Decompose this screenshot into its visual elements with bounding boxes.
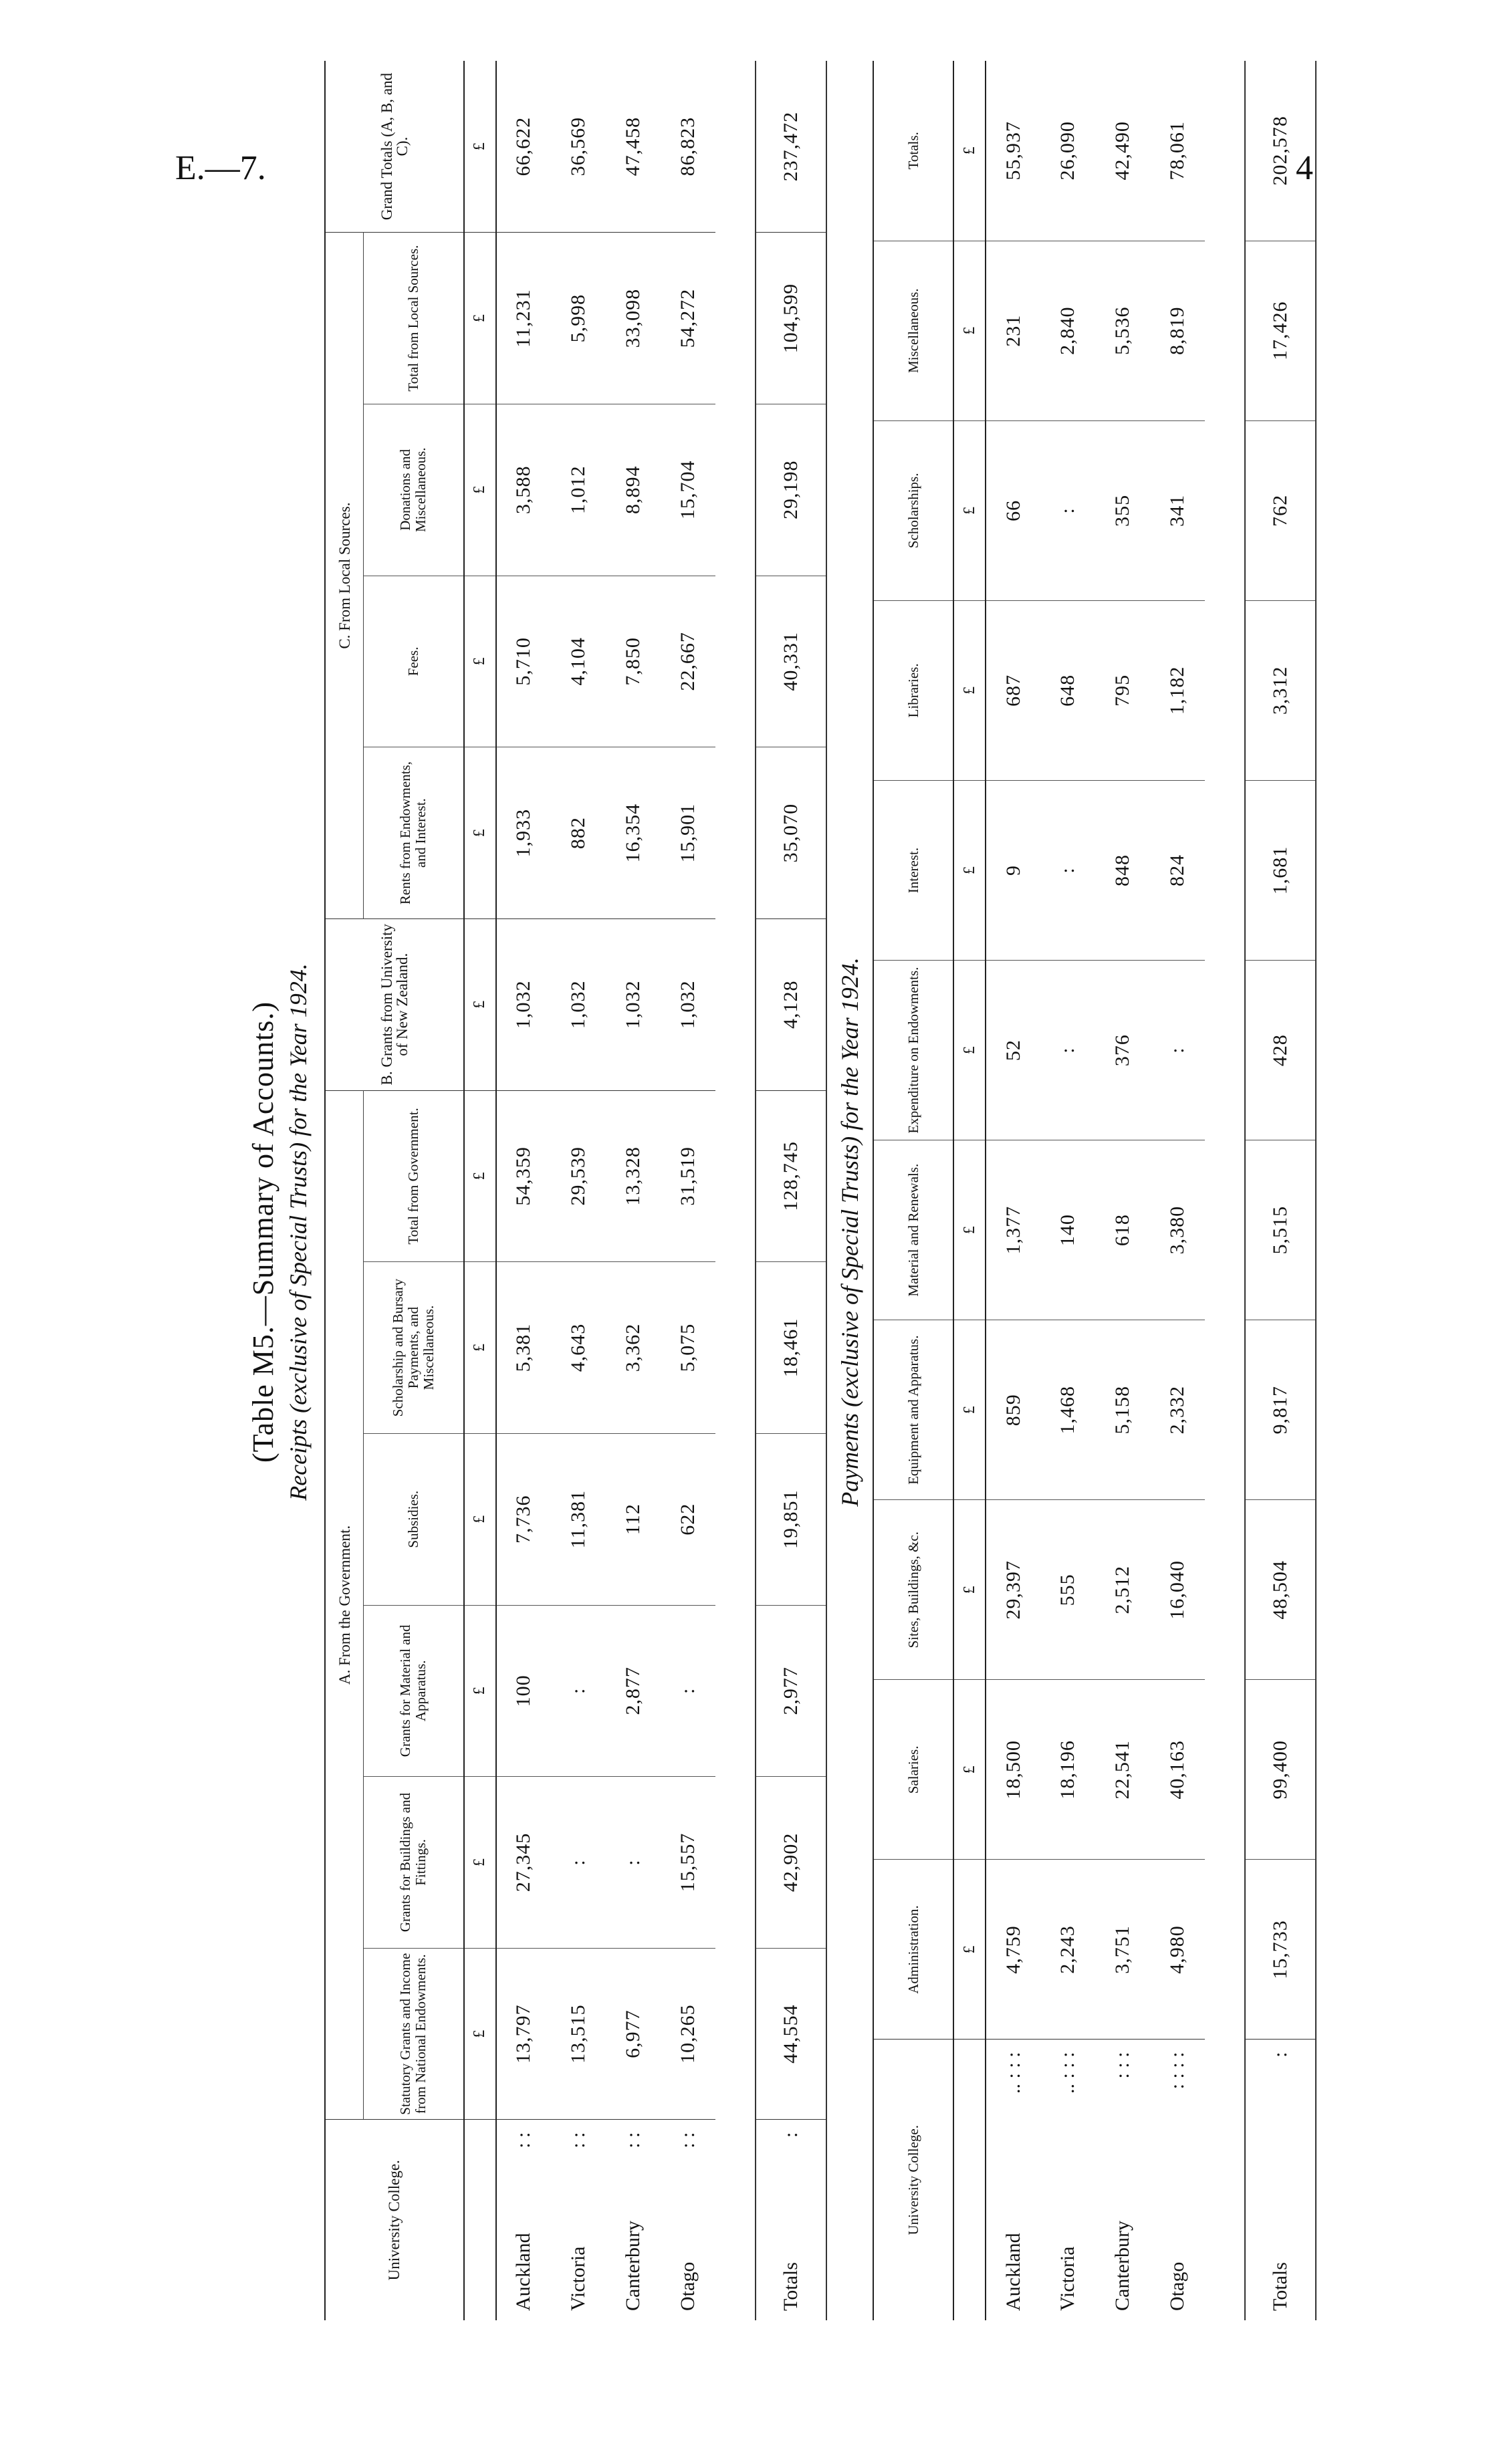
value-cell: 1,681 xyxy=(1245,780,1316,960)
value-cell: 11,381 xyxy=(551,1433,606,1605)
college-column-header: University College. xyxy=(325,2120,464,2320)
column-header: Grants for Buildings and Fittings. xyxy=(364,1777,464,1949)
college-name: Victoria xyxy=(566,2246,589,2311)
table-row xyxy=(496,61,551,2320)
value-cell: : xyxy=(661,1605,715,1777)
value-cell: 555 xyxy=(1040,1500,1095,1680)
table-row xyxy=(1095,61,1150,2320)
value-cell: 5,536 xyxy=(1095,241,1150,420)
column-header: Interest. xyxy=(873,780,953,960)
value-cell: 13,328 xyxy=(606,1090,661,1262)
leader-dots: : : xyxy=(566,2132,589,2148)
column-header: Total from Government. xyxy=(364,1090,464,1262)
college-name: Auckland xyxy=(1002,2233,1024,2311)
leader-dots: : : xyxy=(676,2132,699,2148)
college-name-cell xyxy=(1150,2040,1205,2320)
value-cell: 428 xyxy=(1245,961,1316,1140)
value-cell: 3,751 xyxy=(1111,1925,1133,1974)
value-cell: : xyxy=(1040,961,1095,1140)
value-cell: : xyxy=(1040,780,1095,960)
college-name-cell xyxy=(756,2120,826,2320)
column-header: Subsidies. xyxy=(364,1433,464,1605)
value-cell: 1,032 xyxy=(551,918,606,1090)
payments-table xyxy=(873,61,1317,2320)
value-cell: 9 xyxy=(986,780,1040,960)
unit: £ xyxy=(960,1945,978,1954)
unit: £ xyxy=(464,1090,496,1262)
value-cell: 140 xyxy=(1040,1140,1095,1320)
value-cell: 5,998 xyxy=(551,233,606,404)
value-cell: 824 xyxy=(1150,780,1205,960)
value-cell: 2,977 xyxy=(756,1605,826,1777)
value-cell: 5,381 xyxy=(496,1262,551,1434)
college-name: Otago xyxy=(1166,2261,1188,2311)
college-name: Totals xyxy=(779,2262,802,2311)
group-a-header: A. From the Government. xyxy=(325,1090,364,2120)
value-cell: 42,490 xyxy=(1095,61,1150,241)
unit: £ xyxy=(464,1433,496,1605)
value-cell: 100 xyxy=(496,1605,551,1777)
value-cell: 2,877 xyxy=(606,1605,661,1777)
value-cell: 1,032 xyxy=(496,918,551,1090)
value-cell: 36,569 xyxy=(551,61,606,233)
value-cell: 2,840 xyxy=(1040,241,1095,420)
table-row xyxy=(986,61,1040,2320)
column-header: Expenditure on Endowments. xyxy=(873,961,953,1140)
value-cell: 35,070 xyxy=(756,747,826,919)
value-cell: 112 xyxy=(606,1433,661,1605)
value-cell: 55,937 xyxy=(986,61,1040,241)
value-cell: 29,539 xyxy=(551,1090,606,1262)
unit: £ xyxy=(953,1320,986,1500)
spacer-cell xyxy=(715,61,756,2320)
unit-row xyxy=(464,61,496,2320)
column-header: Fees. xyxy=(364,576,464,747)
college-name: Otago xyxy=(676,2261,699,2311)
spacer-row xyxy=(715,61,756,2320)
college-name: Canterbury xyxy=(1111,2221,1133,2311)
value-cell: 66 xyxy=(986,420,1040,600)
page-reference: E.—7. xyxy=(175,149,266,187)
value-cell: 15,901 xyxy=(661,747,715,919)
value-cell: 795 xyxy=(1095,600,1150,780)
totals-row xyxy=(756,61,826,2320)
column-header: Scholarship and Bursary Payments, and Miscellaneous. xyxy=(364,1262,464,1434)
leader-dots: : : xyxy=(621,2132,644,2148)
unit: £ xyxy=(953,1680,986,1860)
college-name-cell xyxy=(1245,2040,1316,2320)
value-cell: : xyxy=(551,1777,606,1949)
value-cell: 40,331 xyxy=(756,576,826,747)
value-cell: 31,519 xyxy=(661,1090,715,1262)
value-cell: 13,797 xyxy=(512,2004,534,2064)
value-cell: 11,231 xyxy=(496,233,551,404)
unit: £ xyxy=(953,961,986,1140)
value-cell: 5,710 xyxy=(496,576,551,747)
value-cell: 52 xyxy=(986,961,1040,1140)
unit: £ xyxy=(953,780,986,960)
column-header: Salaries. xyxy=(873,1680,953,1860)
value-cell: 10,265 xyxy=(676,2004,699,2064)
value-cell: 86,823 xyxy=(661,61,715,233)
column-header: Statutory Grants and Income from National Endowments. xyxy=(397,1953,429,2115)
value-cell: 2,332 xyxy=(1150,1320,1205,1500)
value-cell: 1,182 xyxy=(1150,600,1205,780)
value-cell: 882 xyxy=(551,747,606,919)
leader-dots: : xyxy=(779,2132,802,2138)
column-header: Sites, Buildings, &c. xyxy=(873,1500,953,1680)
unit: £ xyxy=(464,576,496,747)
value-cell: 15,704 xyxy=(661,404,715,576)
leader-dots: .. : : : xyxy=(1056,2052,1078,2094)
unit: £ xyxy=(953,61,986,241)
value-cell: 3,312 xyxy=(1245,600,1316,780)
column-header: Equipment and Apparatus. xyxy=(873,1320,953,1500)
unit: £ xyxy=(464,1777,496,1949)
payments-subtitle: Payments (exclusive of Special Trusts) for the Year 1924. xyxy=(836,957,863,1507)
value-cell: 19,851 xyxy=(756,1433,826,1605)
college-name-cell xyxy=(496,2120,551,2320)
college-column-header: University College. xyxy=(873,2040,953,2320)
value-cell: 622 xyxy=(661,1433,715,1605)
column-header: Rents from Endowments, and Interest. xyxy=(364,747,464,919)
value-cell: 99,400 xyxy=(1245,1680,1316,1860)
college-name: Totals xyxy=(1269,2262,1291,2311)
value-cell: 7,736 xyxy=(496,1433,551,1605)
value-cell: 16,040 xyxy=(1150,1500,1205,1680)
value-cell: 4,980 xyxy=(1166,1925,1188,1974)
value-cell: 26,090 xyxy=(1040,61,1095,241)
value-cell: 5,158 xyxy=(1095,1320,1150,1500)
value-cell: 3,380 xyxy=(1150,1140,1205,1320)
college-name-cell xyxy=(661,2120,715,2320)
column-header: Grants for Material and Apparatus. xyxy=(364,1605,464,1777)
value-cell: 1,933 xyxy=(496,747,551,919)
value-cell: 17,426 xyxy=(1245,241,1316,420)
column-header: Totals. xyxy=(873,61,953,241)
value-cell: : xyxy=(1150,961,1205,1140)
unit-row xyxy=(953,61,986,2320)
table-row xyxy=(661,61,715,2320)
value-cell: 848 xyxy=(1095,780,1150,960)
table-row xyxy=(551,61,606,2320)
college-name: Canterbury xyxy=(621,2221,644,2311)
value-cell: 15,733 xyxy=(1245,1860,1316,2040)
value-cell: 355 xyxy=(1095,420,1150,600)
value-cell: 8,894 xyxy=(606,404,661,576)
value-cell: 66,622 xyxy=(496,61,551,233)
value-cell: 4,759 xyxy=(1002,1925,1024,1974)
value-cell: 78,061 xyxy=(1150,61,1205,241)
value-cell: 18,196 xyxy=(1040,1680,1095,1860)
college-name-cell xyxy=(1095,2040,1150,2320)
unit: £ xyxy=(471,2029,488,2038)
value-cell: 376 xyxy=(1095,961,1150,1140)
page-number: 4 xyxy=(1296,149,1313,187)
value-cell: 16,354 xyxy=(606,747,661,919)
value-cell: 1,032 xyxy=(661,918,715,1090)
value-cell: : xyxy=(1040,420,1095,600)
leader-dots: : xyxy=(1269,2052,1291,2058)
value-cell: 5,515 xyxy=(1245,1140,1316,1320)
column-header: Administration. xyxy=(905,1905,921,1994)
value-cell: 5,075 xyxy=(661,1262,715,1434)
value-cell: 47,458 xyxy=(606,61,661,233)
spacer-row xyxy=(1205,61,1245,2320)
value-cell: 128,745 xyxy=(756,1090,826,1262)
college-name: Auckland xyxy=(512,2233,534,2311)
value-cell: 4,104 xyxy=(551,576,606,747)
college-name: Victoria xyxy=(1056,2246,1078,2311)
unit: £ xyxy=(953,241,986,420)
grand-totals-header: Grand Totals (A, B, and C). xyxy=(325,61,464,233)
totals-row xyxy=(1245,61,1316,2320)
value-cell: 29,198 xyxy=(756,404,826,576)
value-cell: 22,541 xyxy=(1095,1680,1150,1860)
table-row xyxy=(1150,61,1205,2320)
value-cell: 341 xyxy=(1150,420,1205,600)
group-c-header: C. From Local Sources. xyxy=(325,233,364,919)
value-cell: 4,643 xyxy=(551,1262,606,1434)
column-header: Material and Renewals. xyxy=(873,1140,953,1320)
value-cell: 9,817 xyxy=(1245,1320,1316,1500)
value-cell: 29,397 xyxy=(986,1500,1040,1680)
column-header: Scholarships. xyxy=(873,420,953,600)
value-cell: 687 xyxy=(986,600,1040,780)
value-cell: 15,557 xyxy=(661,1777,715,1949)
unit: £ xyxy=(464,1605,496,1777)
value-cell: 104,599 xyxy=(756,233,826,404)
unit: £ xyxy=(953,1500,986,1680)
unit: £ xyxy=(953,1140,986,1320)
unit: £ xyxy=(464,918,496,1090)
group-b-header: B. Grants from University of New Zealand. xyxy=(325,918,464,1090)
value-cell: 7,850 xyxy=(606,576,661,747)
value-cell: 33,098 xyxy=(606,233,661,404)
unit: £ xyxy=(464,1262,496,1434)
value-cell: 3,588 xyxy=(496,404,551,576)
value-cell: 618 xyxy=(1095,1140,1150,1320)
value-cell: 54,359 xyxy=(496,1090,551,1262)
column-header: Miscellaneous. xyxy=(873,241,953,420)
table-row xyxy=(606,61,661,2320)
value-cell: 40,163 xyxy=(1150,1680,1205,1860)
spacer-cell xyxy=(1205,61,1245,2320)
college-name-cell xyxy=(551,2120,606,2320)
column-header: Total from Local Sources. xyxy=(364,233,464,404)
value-cell: : xyxy=(606,1777,661,1949)
college-name-cell xyxy=(986,2040,1040,2320)
unit: £ xyxy=(464,233,496,404)
table-row xyxy=(1040,61,1095,2320)
value-cell: 42,902 xyxy=(756,1777,826,1949)
unit: £ xyxy=(953,420,986,600)
column-header: Libraries. xyxy=(873,600,953,780)
unit: £ xyxy=(464,404,496,576)
table-title: (Table M5.—Summary of Accounts.) xyxy=(247,1001,279,1463)
value-cell: 18,500 xyxy=(986,1680,1040,1860)
value-cell: 4,128 xyxy=(756,918,826,1090)
unit: £ xyxy=(953,600,986,780)
value-cell: 54,272 xyxy=(661,233,715,404)
value-cell: 1,468 xyxy=(1040,1320,1095,1500)
value-cell: 48,504 xyxy=(1245,1500,1316,1680)
receipts-table xyxy=(324,61,827,2320)
value-cell: 231 xyxy=(986,241,1040,420)
value-cell: 648 xyxy=(1040,600,1095,780)
value-cell: 27,345 xyxy=(496,1777,551,1949)
value-cell: 22,667 xyxy=(661,576,715,747)
column-header: Donations and Miscellaneous. xyxy=(364,404,464,576)
value-cell: 202,578 xyxy=(1245,61,1316,241)
leader-dots: : : : xyxy=(1111,2052,1133,2079)
college-name-cell xyxy=(606,2120,661,2320)
leader-dots: .. : : : xyxy=(1002,2052,1024,2094)
value-cell: 6,977 xyxy=(621,2009,644,2058)
value-cell: 44,554 xyxy=(756,1948,826,2120)
value-cell: 18,461 xyxy=(756,1262,826,1434)
leader-dots: : : xyxy=(512,2132,534,2148)
unit: £ xyxy=(464,61,496,233)
college-name-cell xyxy=(1040,2040,1095,2320)
receipts-subtitle: Receipts (exclusive of Special Trusts) for the Year 1924. xyxy=(285,963,312,1501)
value-cell: 2,512 xyxy=(1095,1500,1150,1680)
value-cell: 1,012 xyxy=(551,404,606,576)
value-cell: 1,377 xyxy=(986,1140,1040,1320)
value-cell: 237,472 xyxy=(756,61,826,233)
value-cell: 1,032 xyxy=(606,918,661,1090)
value-cell: 3,362 xyxy=(606,1262,661,1434)
value-cell: 13,515 xyxy=(566,2004,589,2064)
value-cell: 762 xyxy=(1245,420,1316,600)
value-cell: 859 xyxy=(986,1320,1040,1500)
unit: £ xyxy=(464,747,496,919)
value-cell: 8,819 xyxy=(1150,241,1205,420)
leader-dots: : : : : xyxy=(1166,2052,1188,2090)
value-cell: 2,243 xyxy=(1056,1925,1078,1974)
value-cell: : xyxy=(551,1605,606,1777)
